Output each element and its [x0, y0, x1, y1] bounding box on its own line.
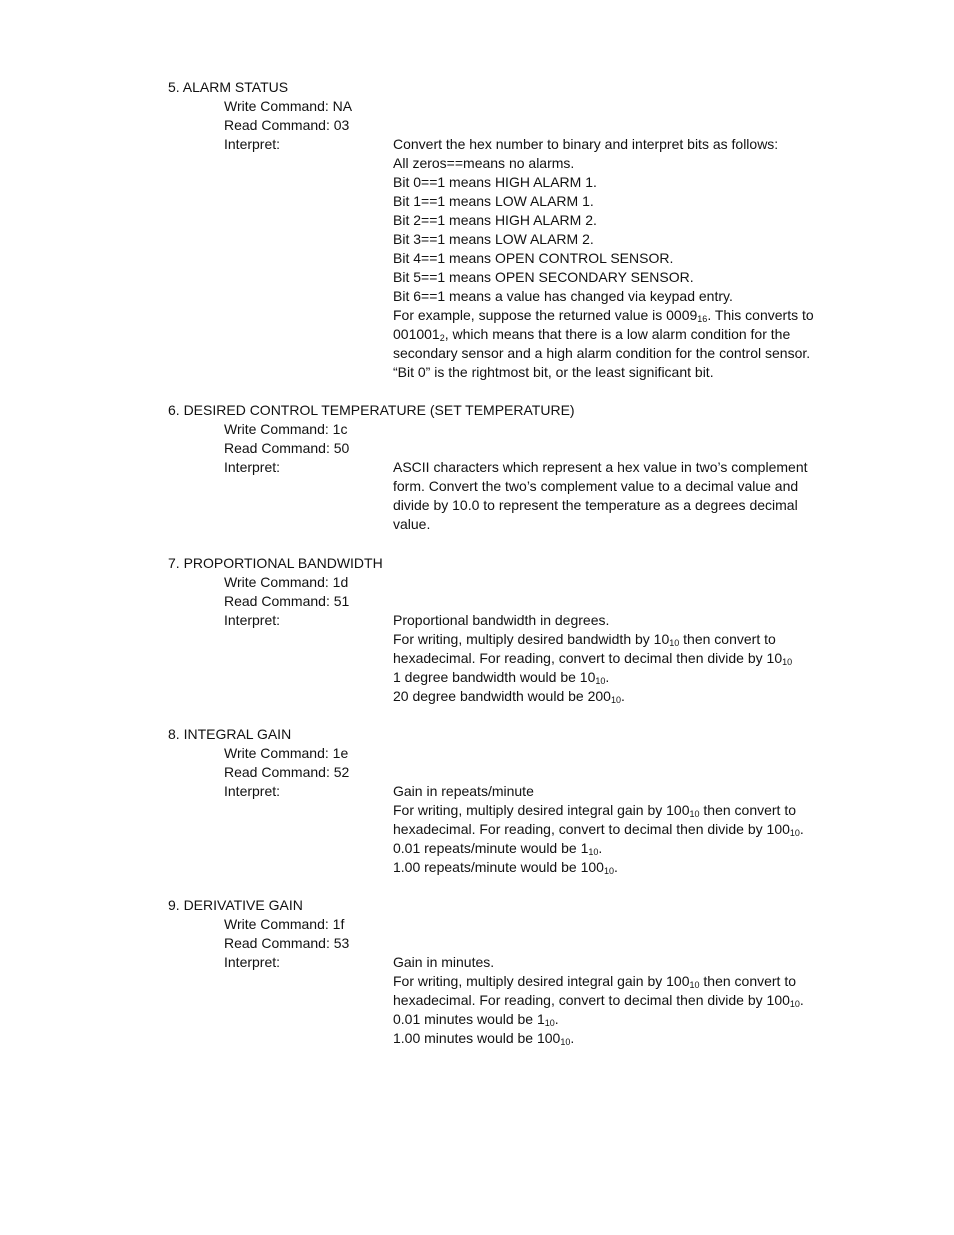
- text-run: Bit 4==1 means OPEN CONTROL SENSOR.: [393, 250, 674, 266]
- interpret-line: [393, 325, 853, 344]
- interpret-text: [393, 458, 853, 534]
- number-base-subscript: 16: [697, 314, 708, 324]
- number-base-subscript: 10: [689, 980, 700, 990]
- text-run: “Bit 0” is the rightmost bit, or the least significant bit.: [393, 364, 714, 380]
- text-run: Gain in repeats/minute: [393, 783, 534, 799]
- interpret-label: Interpret:: [224, 136, 281, 152]
- interpret-line: [393, 249, 853, 268]
- section-heading: 7. PROPORTIONAL BANDWIDTH: [168, 555, 383, 571]
- section-derivative-gain: [168, 896, 848, 1047]
- interpret-line: [393, 230, 853, 249]
- interpret-line: [393, 972, 853, 991]
- section-proportional-bandwidth: [168, 554, 848, 705]
- text-run: 0.01 repeats/minute would be 1: [393, 840, 589, 856]
- number-base-subscript: 2: [439, 333, 445, 343]
- text-run: Bit 0==1 means HIGH ALARM 1.: [393, 174, 597, 190]
- interpret-text: [393, 135, 853, 382]
- text-run: For writing, multiply desired bandwidth by 10: [393, 631, 670, 647]
- text-run: .: [613, 859, 618, 875]
- text-run: Bit 2==1 means HIGH ALARM 2.: [393, 212, 597, 228]
- interpret-line: [393, 306, 853, 325]
- interpret-line: [393, 287, 853, 306]
- interpret-line: [393, 649, 853, 668]
- write-command: Write Command: 1d: [224, 574, 349, 590]
- interpret-text: [393, 953, 853, 1048]
- interpret-row: [168, 782, 848, 876]
- interpret-line: [393, 820, 853, 839]
- text-run: .: [620, 688, 625, 704]
- interpret-line: [393, 782, 853, 801]
- text-run: 1 degree bandwidth would be 10: [393, 669, 596, 685]
- text-run: hexadecimal. For reading, convert to decimal then divide by 10: [393, 650, 783, 666]
- interpret-text: [393, 611, 853, 706]
- text-run: All zeros==means no alarms.: [393, 155, 575, 171]
- read-command: Read Command: 51: [224, 593, 350, 609]
- text-run: then convert to: [699, 802, 797, 818]
- interpret-label: Interpret:: [224, 459, 281, 475]
- interpret-label: Interpret:: [224, 612, 281, 628]
- interpret-line: [393, 154, 853, 173]
- text-run: Bit 6==1 means a value has changed via keypad entry.: [393, 288, 733, 304]
- text-run: hexadecimal. For reading, convert to decimal then divide by 100: [393, 992, 790, 1008]
- interpret-line: [393, 515, 853, 534]
- section-heading: 5. ALARM STATUS: [168, 79, 289, 95]
- text-run: divide by 10.0 to represent the temperature as a degrees decimal: [393, 497, 798, 513]
- interpret-row: [168, 135, 848, 380]
- text-run: .: [605, 669, 610, 685]
- text-run: .: [799, 992, 804, 1008]
- interpret-line: [393, 211, 853, 230]
- interpret-row: [168, 953, 848, 1047]
- number-base-subscript: 10: [544, 1018, 555, 1028]
- interpret-line: [393, 630, 853, 649]
- section-integral-gain: [168, 725, 848, 876]
- number-base-subscript: 10: [669, 638, 680, 648]
- interpret-line: [393, 839, 853, 858]
- text-run: Gain in minutes.: [393, 954, 495, 970]
- text-run: secondary sensor and a high alarm condition for the control sensor.: [393, 345, 811, 361]
- number-base-subscript: 10: [610, 695, 621, 705]
- text-run: value.: [393, 516, 431, 532]
- write-command: Write Command: 1e: [224, 745, 349, 761]
- text-run: Bit 5==1 means OPEN SECONDARY SENSOR.: [393, 269, 694, 285]
- interpret-line: [393, 991, 853, 1010]
- interpret-line: [393, 135, 853, 154]
- text-run: .: [554, 1011, 559, 1027]
- interpret-line: [393, 192, 853, 211]
- number-base-subscript: 10: [595, 676, 606, 686]
- read-command: Read Command: 53: [224, 935, 350, 951]
- read-command: Read Command: 03: [224, 117, 350, 133]
- interpret-line: [393, 668, 853, 687]
- text-run: 1.00 minutes would be 100: [393, 1030, 561, 1046]
- write-command: Write Command: 1f: [224, 916, 345, 932]
- interpret-line: [393, 1010, 853, 1029]
- section-alarm-status: [168, 78, 848, 380]
- interpret-line: [393, 496, 853, 515]
- text-run: 0.01 minutes would be 1: [393, 1011, 545, 1027]
- interpret-line: [393, 1029, 853, 1048]
- text-run: form. Convert the two’s complement value to a decimal value and: [393, 478, 799, 494]
- number-base-subscript: 10: [782, 657, 793, 667]
- text-run: 001001: [393, 326, 440, 342]
- text-run: .: [598, 840, 603, 856]
- interpret-line: [393, 801, 853, 820]
- section-heading: 8. INTEGRAL GAIN: [168, 726, 292, 742]
- read-command: Read Command: 50: [224, 440, 350, 456]
- interpret-line: [393, 173, 853, 192]
- read-command: Read Command: 52: [224, 764, 350, 780]
- text-run: Bit 1==1 means LOW ALARM 1.: [393, 193, 594, 209]
- number-base-subscript: 10: [789, 999, 800, 1009]
- number-base-subscript: 10: [588, 847, 599, 857]
- write-command: Write Command: 1c: [224, 421, 348, 437]
- text-run: 1.00 repeats/minute would be 100: [393, 859, 604, 875]
- text-run: then convert to: [699, 973, 797, 989]
- number-base-subscript: 10: [689, 809, 700, 819]
- interpret-row: [168, 611, 848, 705]
- text-run: .: [799, 821, 804, 837]
- text-run: For example, suppose the returned value is 0009: [393, 307, 698, 323]
- interpret-line: [393, 477, 853, 496]
- interpret-line: [393, 458, 853, 477]
- text-run: . This converts to: [707, 307, 814, 323]
- text-run: Convert the hex number to binary and interpret bits as follows:: [393, 136, 779, 152]
- interpret-text: [393, 782, 853, 877]
- section-set-temperature: [168, 401, 848, 532]
- text-run: ASCII characters which represent a hex value in two’s complement: [393, 459, 808, 475]
- interpret-line: [393, 344, 853, 363]
- text-run: Proportional bandwidth in degrees.: [393, 612, 610, 628]
- interpret-line: [393, 611, 853, 630]
- section-heading: 6. DESIRED CONTROL TEMPERATURE (SET TEMPERATURE): [168, 402, 575, 418]
- interpret-label: Interpret:: [224, 783, 281, 799]
- number-base-subscript: 10: [603, 866, 614, 876]
- number-base-subscript: 10: [789, 828, 800, 838]
- text-run: , which means that there is a low alarm condition for the: [444, 326, 791, 342]
- interpret-line: [393, 363, 853, 382]
- text-run: hexadecimal. For reading, convert to decimal then divide by 100: [393, 821, 790, 837]
- interpret-label: Interpret:: [224, 954, 281, 970]
- text-run: 20 degree bandwidth would be 200: [393, 688, 611, 704]
- text-run: then convert to: [679, 631, 776, 647]
- write-command: Write Command: NA: [224, 98, 353, 114]
- text-run: For writing, multiply desired integral gain by 100: [393, 802, 690, 818]
- interpret-line: [393, 687, 853, 706]
- interpret-row: [168, 458, 848, 532]
- number-base-subscript: 10: [560, 1037, 571, 1047]
- interpret-line: [393, 858, 853, 877]
- interpret-line: [393, 953, 853, 972]
- text-run: For writing, multiply desired integral gain by 100: [393, 973, 690, 989]
- interpret-line: [393, 268, 853, 287]
- text-run: Bit 3==1 means LOW ALARM 2.: [393, 231, 594, 247]
- section-heading: 9. DERIVATIVE GAIN: [168, 897, 303, 913]
- text-run: .: [570, 1030, 575, 1046]
